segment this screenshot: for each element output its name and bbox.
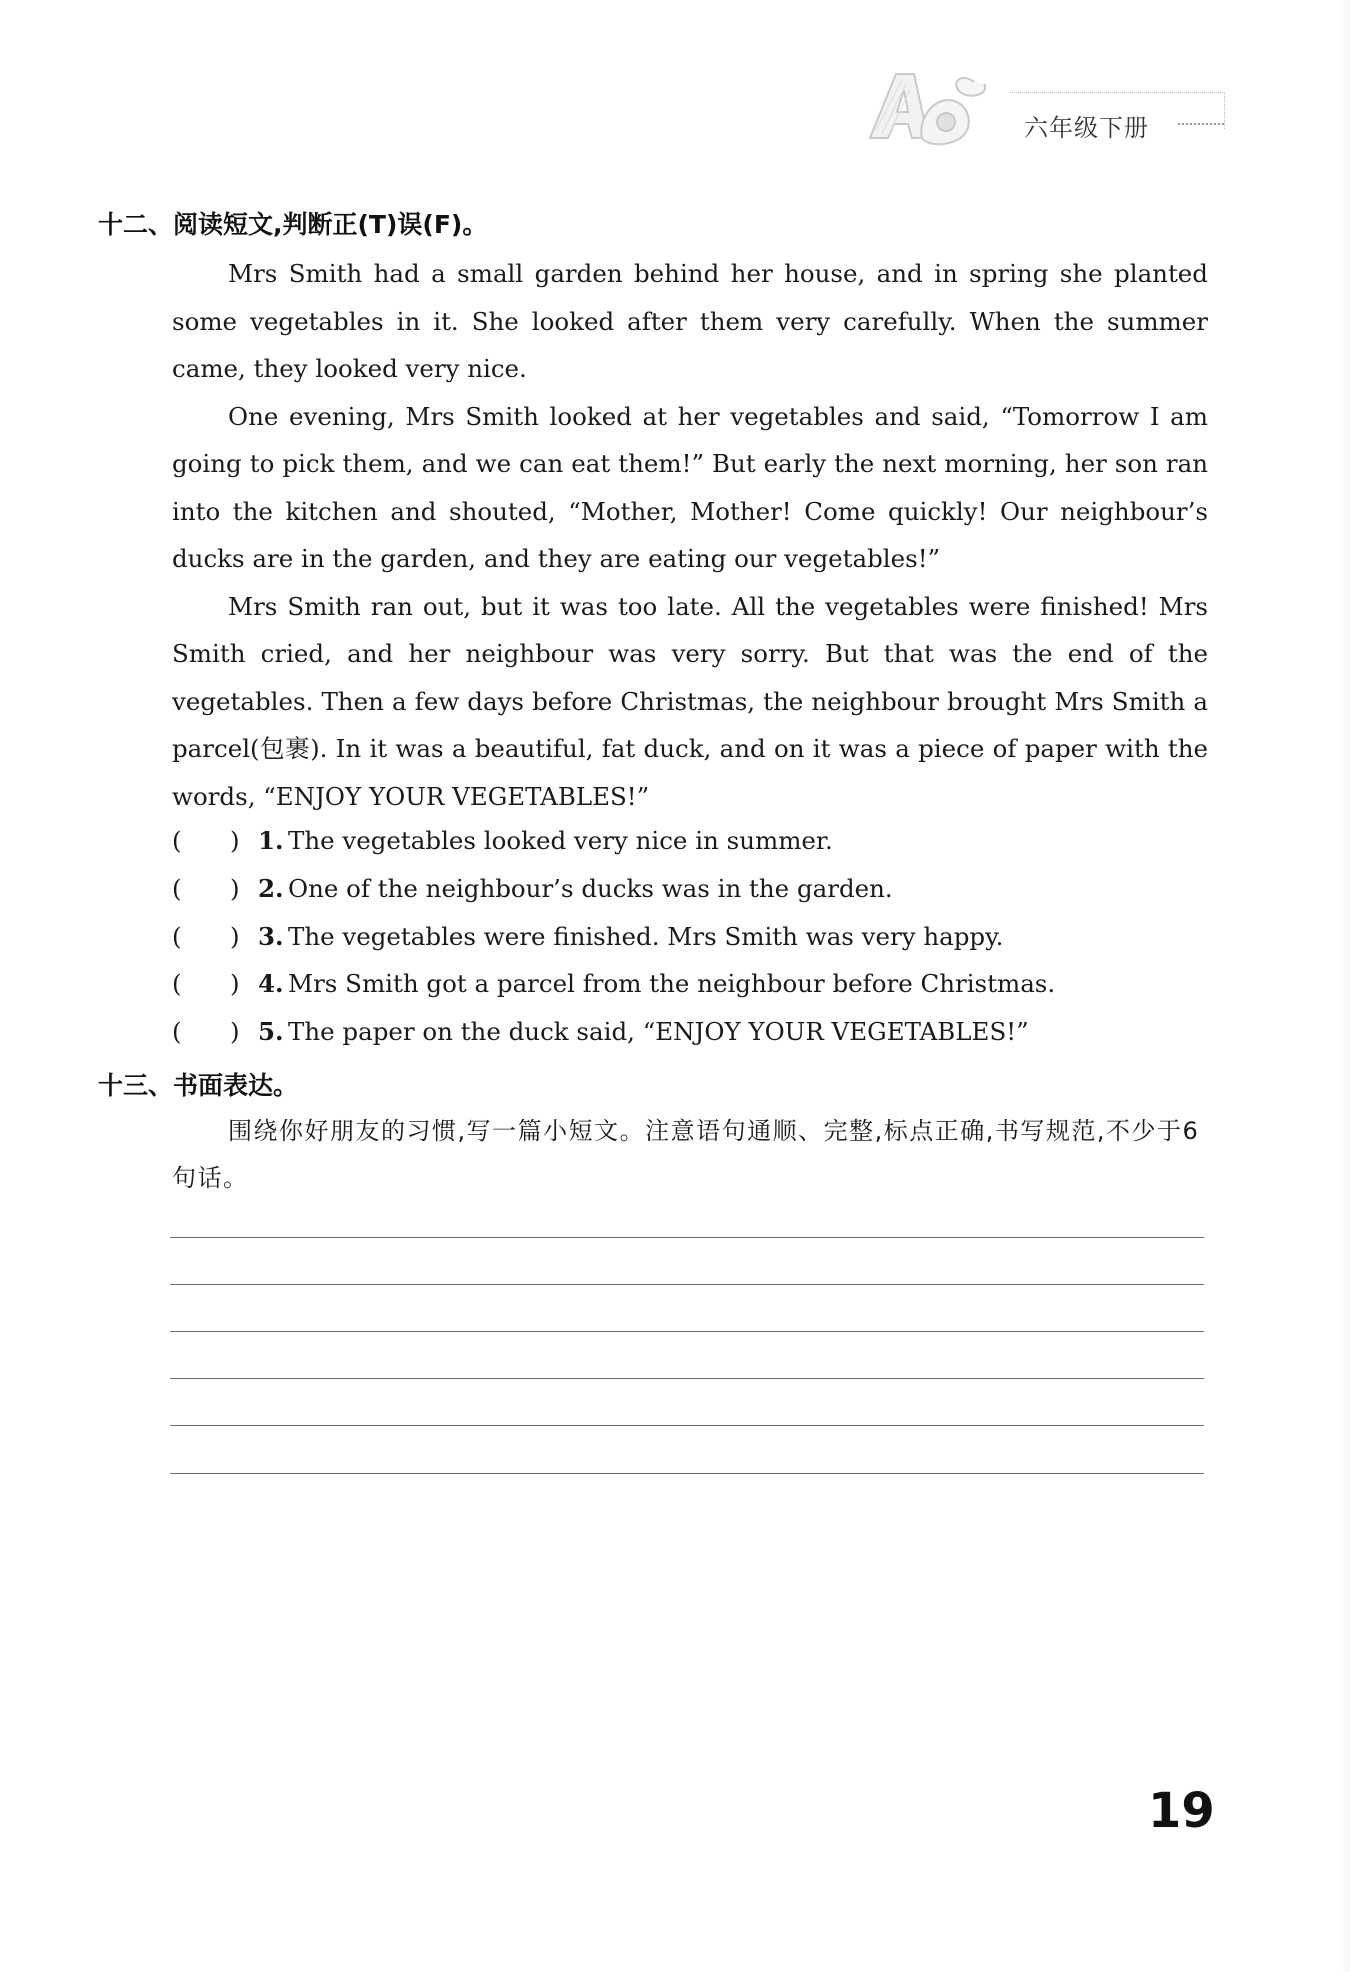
- answer-blank-open[interactable]: (: [172, 1017, 182, 1047]
- answer-blank-open[interactable]: (: [172, 969, 182, 999]
- answer-blank-open[interactable]: (: [172, 826, 182, 855]
- page-number: 19: [1148, 1783, 1215, 1839]
- question-number: 1.: [258, 826, 284, 855]
- question-row: [172, 960, 1208, 1008]
- answer-blank-close: ): [230, 1017, 240, 1047]
- writing-line[interactable]: [170, 1331, 1204, 1332]
- answer-blank-open[interactable]: (: [172, 921, 182, 951]
- answer-blank-close: ): [230, 873, 240, 903]
- header-dotted-rule: [1178, 123, 1224, 125]
- grade-label: 六年级下册: [1024, 114, 1149, 142]
- writing-line[interactable]: [170, 1378, 1204, 1379]
- true-false-questions: [172, 817, 1208, 1056]
- reading-passage: [172, 250, 1208, 820]
- writing-prompt: 围绕你好朋友的习惯,写一篇小短文。注意语句通顺、完整,标点正确,书写规范,不少于6句话。: [172, 1117, 1200, 1192]
- question-text: One of the neighbour’s ducks was in the garden.: [288, 873, 893, 903]
- passage-paragraph: Mrs Smith ran out, but it was too late. All the vegetables were finished! Mrs Smith cried, and her neighbour was very sorry. But that was the end of the vegetables. Then a few days before Christmas, the neighbour brought Mrs Smith a parcel(包裹). In it was a beautiful, fat duck, and on it was a piece of paper with the words, “ENJOY YOUR VEGETABLES!”: [172, 591, 1208, 811]
- question-text: The paper on the duck said, “ENJOY YOUR VEGETABLES!”: [288, 1017, 1029, 1047]
- question-number: 2.: [258, 873, 284, 903]
- answer-blank-close: ): [230, 921, 240, 951]
- passage-paragraph: One evening, Mrs Smith looked at her vegetables and said, “Tomorrow I am going to pick them, and we can eat them!” But early the next morning, her son ran into the kitchen and shouted, “Mother, Mother! Come quickly! Our neighbour’s ducks are in the garden, and they are eating our vegetables!”: [172, 401, 1208, 573]
- question-number: 5.: [258, 1017, 284, 1047]
- question-number: 4.: [258, 969, 284, 999]
- question-row: [172, 817, 1208, 865]
- scan-edge-shade: [1338, 0, 1350, 1972]
- question-row: [172, 865, 1208, 913]
- section-heading-reading: 十二、阅读短文,判断正(T)误(F)。: [98, 210, 488, 239]
- writing-line[interactable]: [170, 1237, 1204, 1238]
- question-row: [172, 913, 1208, 961]
- question-number: 3.: [258, 921, 284, 951]
- passage-paragraph: Mrs Smith had a small garden behind her house, and in spring she planted some vegetables in it. She looked after them very carefully. When the summer came, they looked very nice.: [172, 259, 1208, 383]
- writing-line[interactable]: [170, 1473, 1204, 1474]
- answer-blank-close: ): [230, 969, 240, 999]
- answer-blank-open[interactable]: (: [172, 873, 182, 903]
- question-text: Mrs Smith got a parcel from the neighbour before Christmas.: [288, 969, 1056, 999]
- question-text: The vegetables were finished. Mrs Smith was very happy.: [288, 921, 1004, 951]
- aoe-letters-logo-icon: [862, 60, 1022, 150]
- writing-line[interactable]: [170, 1425, 1204, 1426]
- question-text: The vegetables looked very nice in summer.: [288, 826, 833, 855]
- question-row: [172, 1008, 1208, 1056]
- writing-line[interactable]: [170, 1284, 1204, 1285]
- section-heading-writing: 十三、书面表达。: [98, 1071, 299, 1100]
- answer-blank-close: ): [230, 826, 240, 855]
